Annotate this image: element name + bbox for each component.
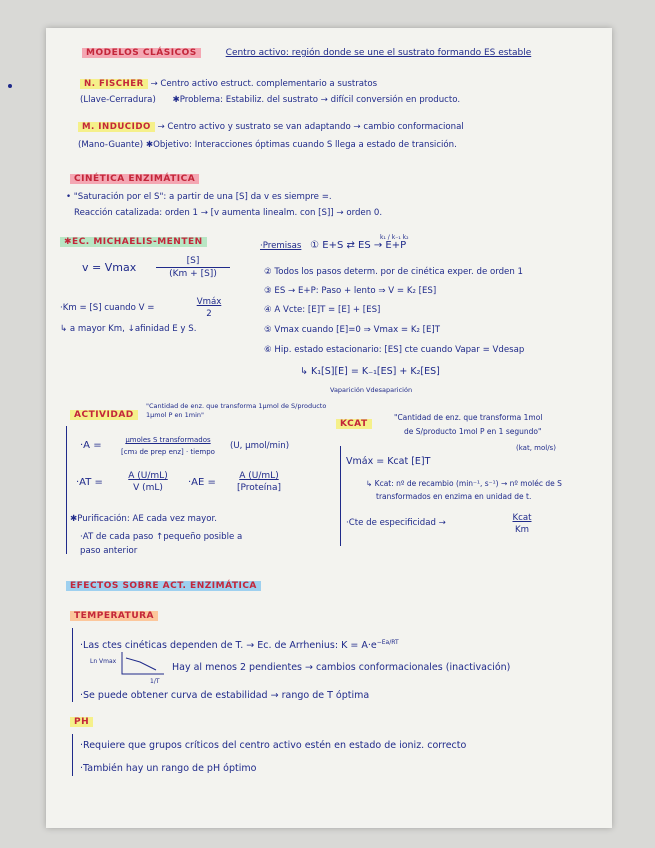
fischer-problem: ✱Problema: Estabiliz. del sustrato → difícil conversión en producto. — [172, 95, 461, 105]
km-num: Vmáx — [196, 297, 222, 307]
inv-t-label: 1/T — [150, 678, 160, 685]
ph-line-1: ·Requiere que grupos críticos del centro activo estén en estado de ioniz. correcto — [80, 740, 467, 751]
purification-line-2: ·AT de cada paso ↑pequeño posible a — [80, 532, 243, 542]
ln-vmax-label: Ln Vmax — [90, 658, 117, 665]
arrhenius-sketch — [118, 650, 168, 678]
mm-equation — [82, 262, 136, 274]
temperature-header — [70, 610, 158, 622]
ae-label: ·AE = — [188, 477, 216, 488]
premises-title: ·Premisas — [260, 241, 302, 251]
kcat-vmax: Vmáx = Kcat [E]T — [346, 456, 431, 467]
purification-line-3: paso anterior — [80, 546, 138, 556]
effects-title: EFECTOS SOBRE ACT. ENZIMÁTICA — [66, 581, 261, 591]
mm-title: ✱EC. MICHAELIS-MENTEN — [60, 237, 207, 247]
fischer-model-name: (Llave-Cerradura) — [80, 95, 156, 105]
purification-line: ✱Purificación: AE cada vez mayor. — [70, 514, 218, 524]
mm-eq-left: v = Vmax — [82, 261, 137, 274]
premise-6: ⑥ Hip. estado estacionario: [ES] cte cuando Vapar = Vdesap — [264, 345, 525, 355]
premise-1-rates: k₁ / k₋₁ k₂ — [380, 234, 409, 241]
induced-text: → Centro activo y sustrato se van adaptando → cambio conformacional — [157, 122, 464, 132]
at-den: V (mL) — [133, 483, 163, 493]
specificity-line: ·Cte de especificidad → — [346, 518, 446, 528]
km-den: 2 — [206, 309, 212, 319]
margin-dot — [8, 84, 12, 88]
at-label: ·AT = — [76, 477, 103, 488]
induced-title: M. INDUCIDO — [78, 122, 155, 132]
temperature-brace — [72, 628, 73, 702]
premise-3: ③ ES → E+P: Paso + lento ⇒ V = K₂ [ES] — [264, 286, 437, 296]
induced-line — [78, 121, 464, 133]
mm-eq-num: [S] — [186, 256, 200, 266]
activity-brace — [66, 426, 67, 554]
a-label: ·A = — [80, 440, 102, 451]
temperature-title: TEMPERATURA — [70, 611, 158, 621]
models-title: MODELOS CLÁSICOS — [82, 48, 201, 58]
ae-den: [Proteína] — [236, 483, 282, 493]
slopes-line: Hay al menos 2 pendientes → cambios conformacionales (inactivación) — [172, 662, 511, 673]
fischer-line-2 — [80, 94, 460, 106]
mm-header — [60, 236, 207, 248]
kcat-def-2: de S/producto 1mol P en 1 segundo" — [404, 427, 542, 436]
stability-line: ·Se puede obtener curva de estabilidad → rango de T óptima — [80, 690, 370, 701]
fischer-title: N. FISCHER — [80, 79, 148, 89]
specificity-fraction — [506, 512, 538, 536]
a-fraction — [112, 434, 224, 458]
at-num: A (U/mL) — [128, 471, 168, 481]
induced-line-2: (Mano-Guante) ✱Objetivo: Interacciones óptimas cuando S llega a estado de transición. — [78, 140, 457, 150]
kcat-turnover-2: transformados en enzima en unidad de t. — [376, 492, 532, 501]
activity-header — [70, 409, 138, 421]
effects-header — [66, 580, 261, 592]
km-line — [60, 302, 154, 314]
ae-fraction — [226, 470, 292, 494]
ae-num: A (U/mL) — [239, 471, 279, 481]
arrhenius-exp: −Ea/RT — [376, 639, 399, 646]
fischer-line — [80, 78, 377, 90]
activity-title: ACTIVIDAD — [70, 410, 138, 420]
mm-eq-fraction — [156, 255, 230, 280]
saturation-line: • "Saturación por el S": a partir de una [S] da v es siempre =. — [66, 192, 332, 202]
kinetics-header — [70, 173, 199, 185]
fischer-text: → Centro activo estruct. complementario a sustratos — [150, 79, 378, 89]
ph-line-2: ·También hay un rango de pH óptimo — [80, 763, 257, 774]
specificity-num: Kcat — [512, 513, 532, 523]
km-affinity: ↳ a mayor Km, ↓afinidad E y S. — [60, 324, 197, 334]
kcat-title: KCAT — [336, 419, 372, 429]
kcat-def-1: "Cantidad de enz. que transforma 1mol — [394, 413, 543, 422]
premise-5: ⑤ Vmax cuando [E]=0 ⇒ Vmax = K₂ [E]T — [264, 325, 441, 335]
premise-6-labels: Vaparición Vdesaparición — [330, 386, 413, 394]
a-units: (U, µmol/min) — [230, 441, 290, 451]
ph-brace — [72, 734, 73, 776]
premise-2: ② Todos los pasos determ. por de cinética exper. de orden 1 — [264, 267, 523, 277]
arrhenius-text: ·Las ctes cinéticas dependen de T. → Ec. de Arrhenius: K = A·e — [80, 640, 377, 652]
kinetics-title: CINÉTICA ENZIMÁTICA — [70, 174, 199, 184]
specificity-den: Km — [514, 525, 529, 535]
a-num: µmoles S transformados — [125, 436, 211, 444]
ph-title: PH — [70, 717, 93, 727]
ph-header — [70, 716, 93, 728]
premise-6-eq: ↳ K₁[S][E] = K₋₁[ES] + K₂[ES] — [300, 366, 440, 377]
kcat-header — [336, 418, 372, 430]
kcat-units: (kat, mol/s) — [516, 444, 556, 452]
models-header — [82, 47, 531, 59]
activity-def: "Cantidad de enz. que transforma 1µmol de S/producto 1µmol P en 1min" — [146, 402, 327, 419]
kcat-brace — [340, 446, 341, 546]
at-fraction — [118, 470, 178, 494]
a-den: [cm₃ de prep enz] · tiempo — [121, 448, 215, 456]
kcat-turnover: ↳ Kcat: nº de recambio (min⁻¹, s⁻¹) → nº moléc de S — [366, 479, 562, 488]
km-fraction — [192, 296, 226, 320]
premise-1: ① E+S ⇄ ES → E+P — [310, 240, 407, 251]
mm-eq-den: (Km + [S]) — [156, 267, 230, 280]
km-def: ·Km = [S] cuando V = — [60, 303, 155, 313]
active-center-def: Centro activo: región donde se une el sustrato formando ES estable — [225, 48, 532, 58]
reaction-order-line: Reacción catalizada: orden 1 → [v aumenta linealm. con [S]] → orden 0. — [74, 208, 383, 218]
premise-4: ④ A Vcte: [E]T = [E] + [ES] — [264, 305, 381, 315]
